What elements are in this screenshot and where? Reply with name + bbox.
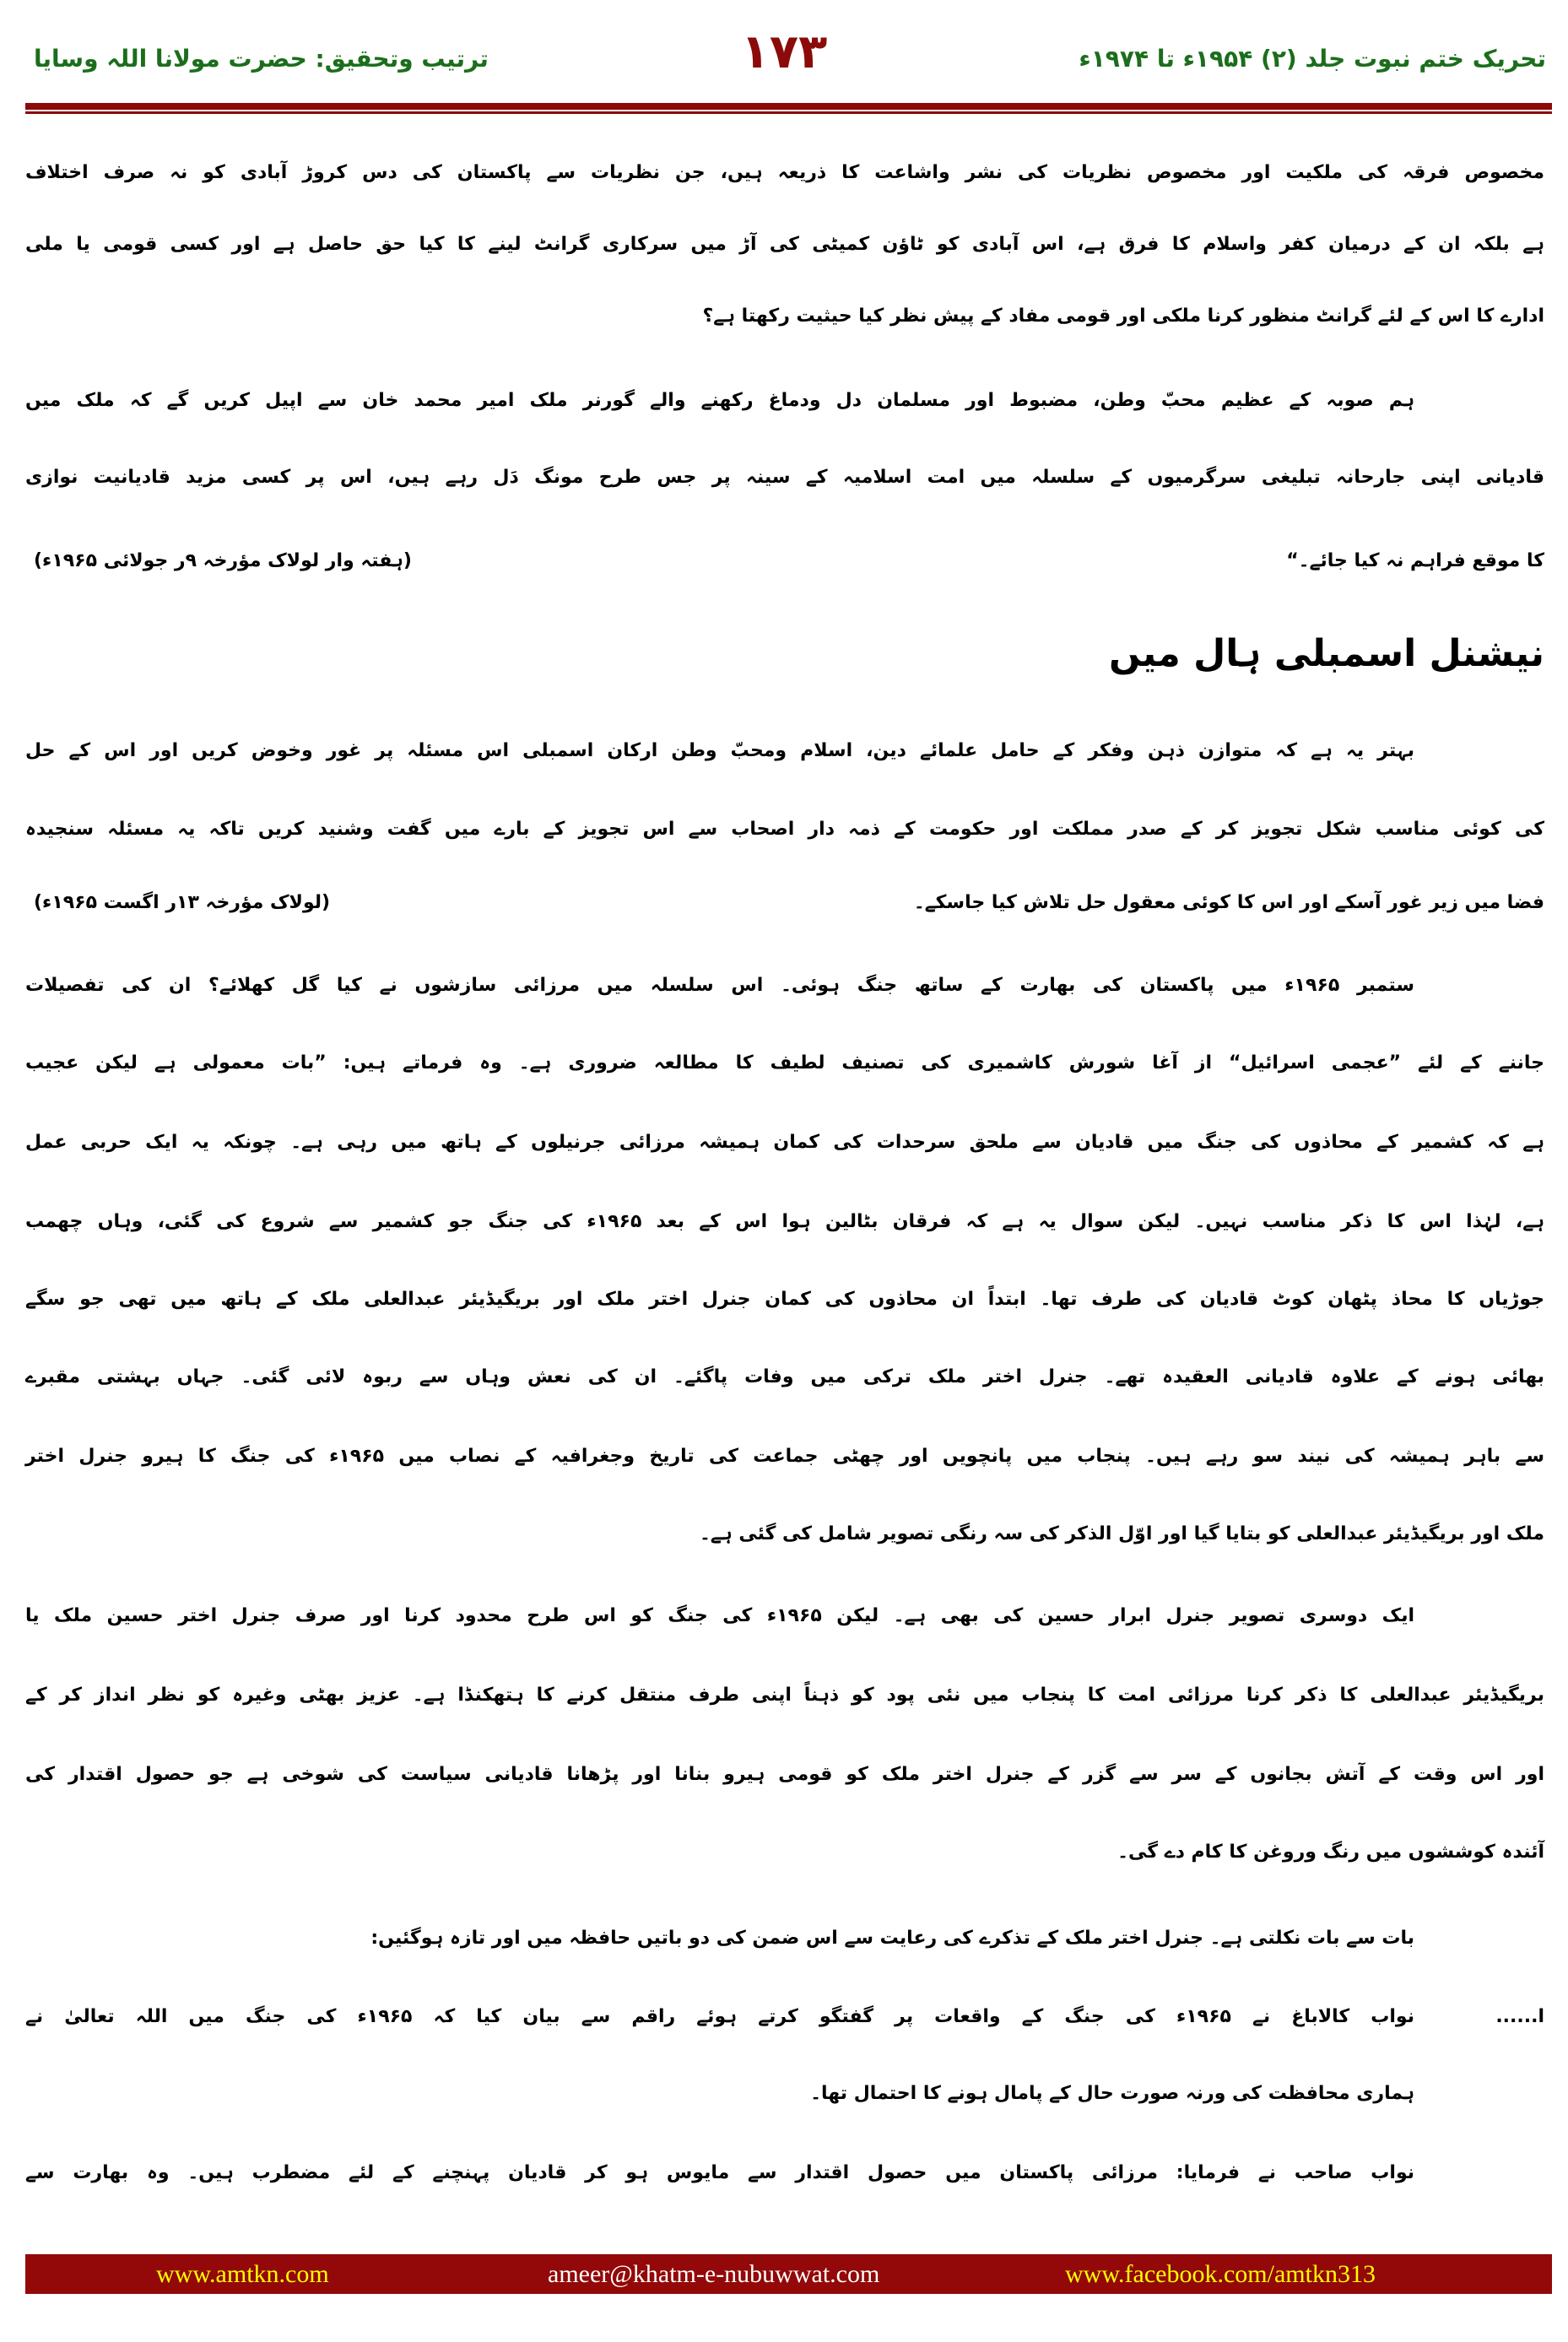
facebook-link[interactable]: www.facebook.com/amtkn313 [1065, 2260, 1376, 2288]
body-line: بھائی ہونے کے علاوہ قادیانی العقیدہ تھے۔ جنرل اختر ملک ترکی میں وفات پاگئے۔ ان کی نعش وہاں سے ربوہ لائی گئی۔ جہاں بہشتی مقبرے [25, 1366, 1544, 1387]
header-divider-thin [25, 111, 1552, 114]
body-line: قادیانی اپنی جارحانہ تبلیغی سرگرمیوں کے سلسلہ میں امت اسلامیہ کے سینہ پر جس طرح مونگ دَل رہے ہیں، اس پر کسی مزید قادیانیت نوازی [25, 467, 1544, 488]
body-line: نواب صاحب نے فرمایا: مرزائی پاکستان میں حصول اقتدار سے مایوس ہو کر قادیان پہنچنے کے لئے مضطرب ہیں۔ وہ بھارت سے [25, 2162, 1414, 2183]
page-footer [25, 2254, 1552, 2294]
compiler-credit: ترتیب وتحقیق: حضرت مولانا اللہ وسایا [34, 45, 489, 73]
body-line: بریگیڈیئر عبدالعلی کا ذکر کرنا مرزائی امت کا پنجاب میں نئی پود کو ذہناً اپنی طرف منتقل کرنے کا ہتھکنڈا ہے۔ عزیز بھٹی وغیرہ کو نظر انداز کر کے [25, 1685, 1544, 1706]
page-number: ۱۷۳ [740, 24, 828, 79]
body-line: ہم صوبہ کے عظیم محبّ وطن، مضبوط اور مسلمان دل ودماغ رکھنے والے گورنر ملک امیر محمد خان سے اپیل کریں گے کہ ملک میں [25, 390, 1414, 411]
book-title: تحریک ختم نبوت جلد (۲) ۱۹۵۴ء تا ۱۹۷۴ء [1079, 45, 1546, 73]
citation: (ہفتہ وار لولاک مؤرخہ ۹ر جولائی ۱۹۶۵ء) [34, 550, 412, 571]
header-divider-thick [25, 103, 1552, 110]
body-line: ملک اور بریگیڈیئر عبدالعلی کو بتایا گیا اور اوّل الذکر کی سہ رنگی تصویر شامل کی گئی ہے۔ [700, 1523, 1544, 1544]
body-line: ادارے کا اس کے لئے گرانٹ منظور کرنا ملکی اور قومی مفاد کے پیش نظر کیا حیثیت رکھتا ہے؟ [702, 306, 1544, 327]
body-line: ہماری محافظت کی ورنہ صورت حال کے پامال ہونے کا احتمال تھا۔ [810, 2083, 1414, 2104]
body-line: جاننے کے لئے ”عجمی اسرائیل“ از آغا شورش کاشمیری کی تصنیف لطیف کا مطالعہ ضروری ہے۔ وہ فرماتے ہیں: ”بات معمولی ہے لیکن عجیب [25, 1052, 1544, 1074]
email-link[interactable]: ameer@khatm-e-nubuwwat.com [548, 2260, 880, 2288]
body-line: نواب کالاباغ نے ۱۹۶۵ء کی جنگ کے واقعات پر گفتگو کرتے ہوئے راقم سے بیان کیا کہ ۱۹۶۵ء کی جنگ میں اللہ تعالیٰ نے [25, 2006, 1414, 2027]
body-line: بہتر یہ ہے کہ متوازن ذہن وفکر کے حامل علمائے دین، اسلام ومحبّ وطن ارکان اسمبلی اس مسئلہ پر غور وخوض کریں اور اس کے حل [25, 740, 1414, 761]
body-line: ستمبر ۱۹۶۵ء میں پاکستان کی بھارت کے ساتھ جنگ ہوئی۔ اس سلسلہ میں مرزائی سازشوں نے کیا گل کھلائے؟ ان کی تفصیلات [25, 975, 1414, 996]
body-line: کا موقع فراہم نہ کیا جائے۔“ [1286, 550, 1544, 571]
body-line: کی کوئی مناسب شکل تجویز کر کے صدر مملکت اور حکومت کے ذمہ دار اصحاب سے اس تجویز کے بارے میں گفت وشنید کریں تاکہ یہ مسئلہ سنجیدہ [25, 819, 1544, 840]
body-line: سے باہر ہمیشہ کی نیند سو رہے ہیں۔ پنجاب میں پانچویں اور چھٹی جماعت کی تاریخ وجغرافیہ کے نصاب میں ۱۹۶۵ء کی جنگ کا ہیرو جنرل اختر [25, 1446, 1544, 1467]
body-line: فضا میں زیر غور آسکے اور اس کا کوئی معقول حل تلاش کیا جاسکے۔ [913, 892, 1544, 913]
list-marker: ا...... [1495, 2006, 1544, 2027]
body-line: بات سے بات نکلتی ہے۔ جنرل اختر ملک کے تذکرے کی رعایت سے اس ضمن کی دو باتیں حافظہ میں اور تازہ ہوگئیں: [370, 1928, 1414, 1949]
website-link[interactable]: www.amtkn.com [156, 2260, 329, 2288]
body-line: آئندہ کوششوں میں رنگ وروغن کا کام دے گی۔ [1117, 1842, 1544, 1863]
section-heading: نیشنل اسمبلی ہال میں [1108, 632, 1544, 675]
body-line: ہے، لہٰذا اس کا ذکر مناسب نہیں۔ لیکن سوال یہ ہے کہ فرقان بٹالین ہوا اس کے بعد ۱۹۶۵ء کی جنگ جو کشمیر سے شروع کی گئی، وہاں چھمب [25, 1211, 1544, 1232]
body-line: ہے بلکہ ان کے درمیان کفر واسلام کا فرق ہے، اس آبادی کو ٹاؤن کمیٹی کی آڑ میں سرکاری گرانٹ لینے کا کیا حق حاصل ہے اور کسی قومی یا ملی [25, 234, 1544, 255]
body-line: جوڑیاں کا محاذ پٹھان کوٹ قادیان کی طرف تھا۔ ابتداً ان محاذوں کی کمان جنرل اختر ملک اور بریگیڈیئر عبدالعلی ملک کے ہاتھ میں تھی جو سگے [25, 1289, 1544, 1310]
citation: (لولاک مؤرخہ ۱۳ر اگست ۱۹۶۵ء) [34, 892, 331, 913]
body-line: مخصوص فرقہ کی ملکیت اور مخصوص نظریات کی نشر واشاعت کا ذریعہ ہیں، جن نظریات سے پاکستان کی دس کروڑ آبادی کو نہ صرف اختلاف [25, 162, 1544, 183]
body-line: ہے کہ کشمیر کے محاذوں کی جنگ میں قادیان سے ملحق سرحدات کی کمان ہمیشہ مرزائی جرنیلوں کے ہاتھ میں رہی ہے۔ چونکہ یہ ایک حربی عمل [25, 1132, 1544, 1153]
body-line: ایک دوسری تصویر جنرل ابرار حسین کی بھی ہے۔ لیکن ۱۹۶۵ء کی جنگ کو اس طرح محدود کرنا اور صرف جنرل اختر حسین ملک یا [25, 1605, 1414, 1626]
body-line: اور اس وقت کے آتش بجانوں کے سر سے گزر کے جنرل اختر ملک کو قومی ہیرو بنانا اور پڑھانا قادیانی سیاست کی شوخی ہے جو حصول اقتدار کی [25, 1764, 1544, 1785]
